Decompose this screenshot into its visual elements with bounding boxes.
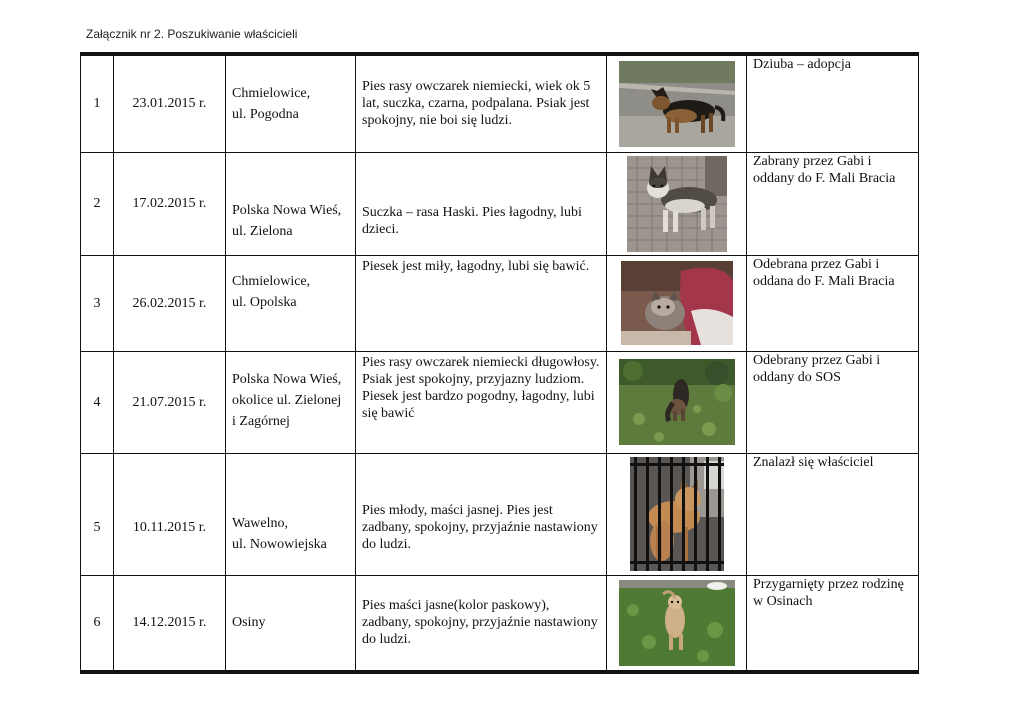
table-row bbox=[81, 152, 919, 255]
location-line: ul. Zielona bbox=[232, 223, 293, 239]
row-description bbox=[356, 255, 607, 351]
row-description bbox=[356, 152, 607, 255]
dog-photo-small-dog-icon bbox=[621, 261, 733, 345]
table-row bbox=[81, 54, 919, 152]
row-location bbox=[226, 575, 356, 672]
location-line: Polska Nowa Wieś, bbox=[232, 202, 342, 218]
row-photo bbox=[607, 255, 747, 351]
row-number: 1 bbox=[81, 54, 114, 152]
location-line: Chmielowice, bbox=[232, 273, 311, 289]
row-location bbox=[226, 54, 356, 152]
row-location bbox=[226, 351, 356, 453]
fate-text: Odebrany przez Gabi i oddany do SOS bbox=[753, 352, 881, 385]
location-line: i Zagórnej bbox=[232, 413, 290, 429]
page-title: Załącznik nr 2. Poszukiwanie właścicieli bbox=[86, 27, 298, 41]
location-line: ul. Nowowiejska bbox=[232, 536, 327, 552]
row-fate bbox=[747, 575, 919, 672]
description-text: Pies maści jasne(kolor paskowy), zadbany, spokojny, przyjaźnie nastawiony do ludzi. bbox=[362, 598, 598, 648]
row-description bbox=[356, 453, 607, 575]
row-photo bbox=[607, 351, 747, 453]
location-line: ul. Opolska bbox=[232, 294, 297, 310]
row-location bbox=[226, 453, 356, 575]
row-description bbox=[356, 54, 607, 152]
row-photo bbox=[607, 152, 747, 255]
row-location bbox=[226, 152, 356, 255]
row-number: 6 bbox=[81, 575, 114, 672]
table-row bbox=[81, 351, 919, 453]
found-dogs-table bbox=[80, 52, 919, 674]
row-description bbox=[356, 575, 607, 672]
dog-photo-husky-icon bbox=[627, 156, 727, 252]
description-text: Pies młody, maści jasnej. Pies jest zadbany, spokojny, przyjaźnie nastawiony do ludzi. bbox=[362, 502, 598, 552]
location-line: Polska Nowa Wieś, bbox=[232, 371, 342, 387]
row-photo bbox=[607, 453, 747, 575]
row-date: 17.02.2015 r. bbox=[114, 152, 226, 255]
location-line: okolice ul. Zielonej bbox=[232, 392, 342, 408]
row-date: 21.07.2015 r. bbox=[114, 351, 226, 453]
row-date: 14.12.2015 r. bbox=[114, 575, 226, 672]
row-fate bbox=[747, 54, 919, 152]
row-fate bbox=[747, 453, 919, 575]
row-date: 23.01.2015 r. bbox=[114, 54, 226, 152]
row-date: 10.11.2015 r. bbox=[114, 453, 226, 575]
location-line: ul. Pogodna bbox=[232, 106, 299, 122]
row-fate bbox=[747, 152, 919, 255]
row-photo bbox=[607, 54, 747, 152]
location-line: Wawelno, bbox=[232, 515, 289, 531]
location-line: Chmielowice, bbox=[232, 85, 311, 101]
table-row bbox=[81, 453, 919, 575]
description-text: Pies rasy owczarek niemiecki, wiek ok 5 lat, suczka, czarna, podpalana. Psiak jest spokojny, nie boi się ludzi. bbox=[362, 79, 591, 129]
description-text: Suczka – rasa Haski. Pies łagodny, lubi dzieci. bbox=[362, 204, 582, 237]
fate-text: Przygarnięty przez rodzinę w Osinach bbox=[753, 576, 904, 609]
description-text: Piesek jest miły, łagodny, lubi się bawić. bbox=[362, 258, 590, 274]
row-description bbox=[356, 351, 607, 453]
description-text: Pies rasy owczarek niemiecki długowłosy. Psiak jest spokojny, przyjazny ludziom. Piesek jest bardzo pogodny, łagodny, lubi się bawić bbox=[362, 354, 600, 421]
dog-photo-on-grass-icon bbox=[619, 580, 735, 666]
row-number: 2 bbox=[81, 152, 114, 255]
row-fate bbox=[747, 255, 919, 351]
fate-text: Odebrana przez Gabi i oddana do F. Mali Bracia bbox=[753, 256, 895, 289]
row-number: 3 bbox=[81, 255, 114, 351]
row-number: 4 bbox=[81, 351, 114, 453]
row-photo bbox=[607, 575, 747, 672]
row-date: 26.02.2015 r. bbox=[114, 255, 226, 351]
row-fate bbox=[747, 351, 919, 453]
dog-photo-german-shepherd-icon bbox=[619, 61, 735, 147]
table-row bbox=[81, 575, 919, 672]
table-row bbox=[81, 255, 919, 351]
fate-text: Znalazł się właściciel bbox=[753, 454, 874, 470]
location-line: Osiny bbox=[232, 615, 266, 631]
fate-text: Dziuba – adopcja bbox=[753, 57, 851, 72]
fate-text: Zabrany przez Gabi i oddany do F. Mali Bracia bbox=[753, 153, 896, 186]
row-location bbox=[226, 255, 356, 351]
row-number: 5 bbox=[81, 453, 114, 575]
dog-photo-longhaired-shepherd-icon bbox=[619, 359, 735, 445]
dog-photo-behind-fence-icon bbox=[630, 457, 724, 571]
